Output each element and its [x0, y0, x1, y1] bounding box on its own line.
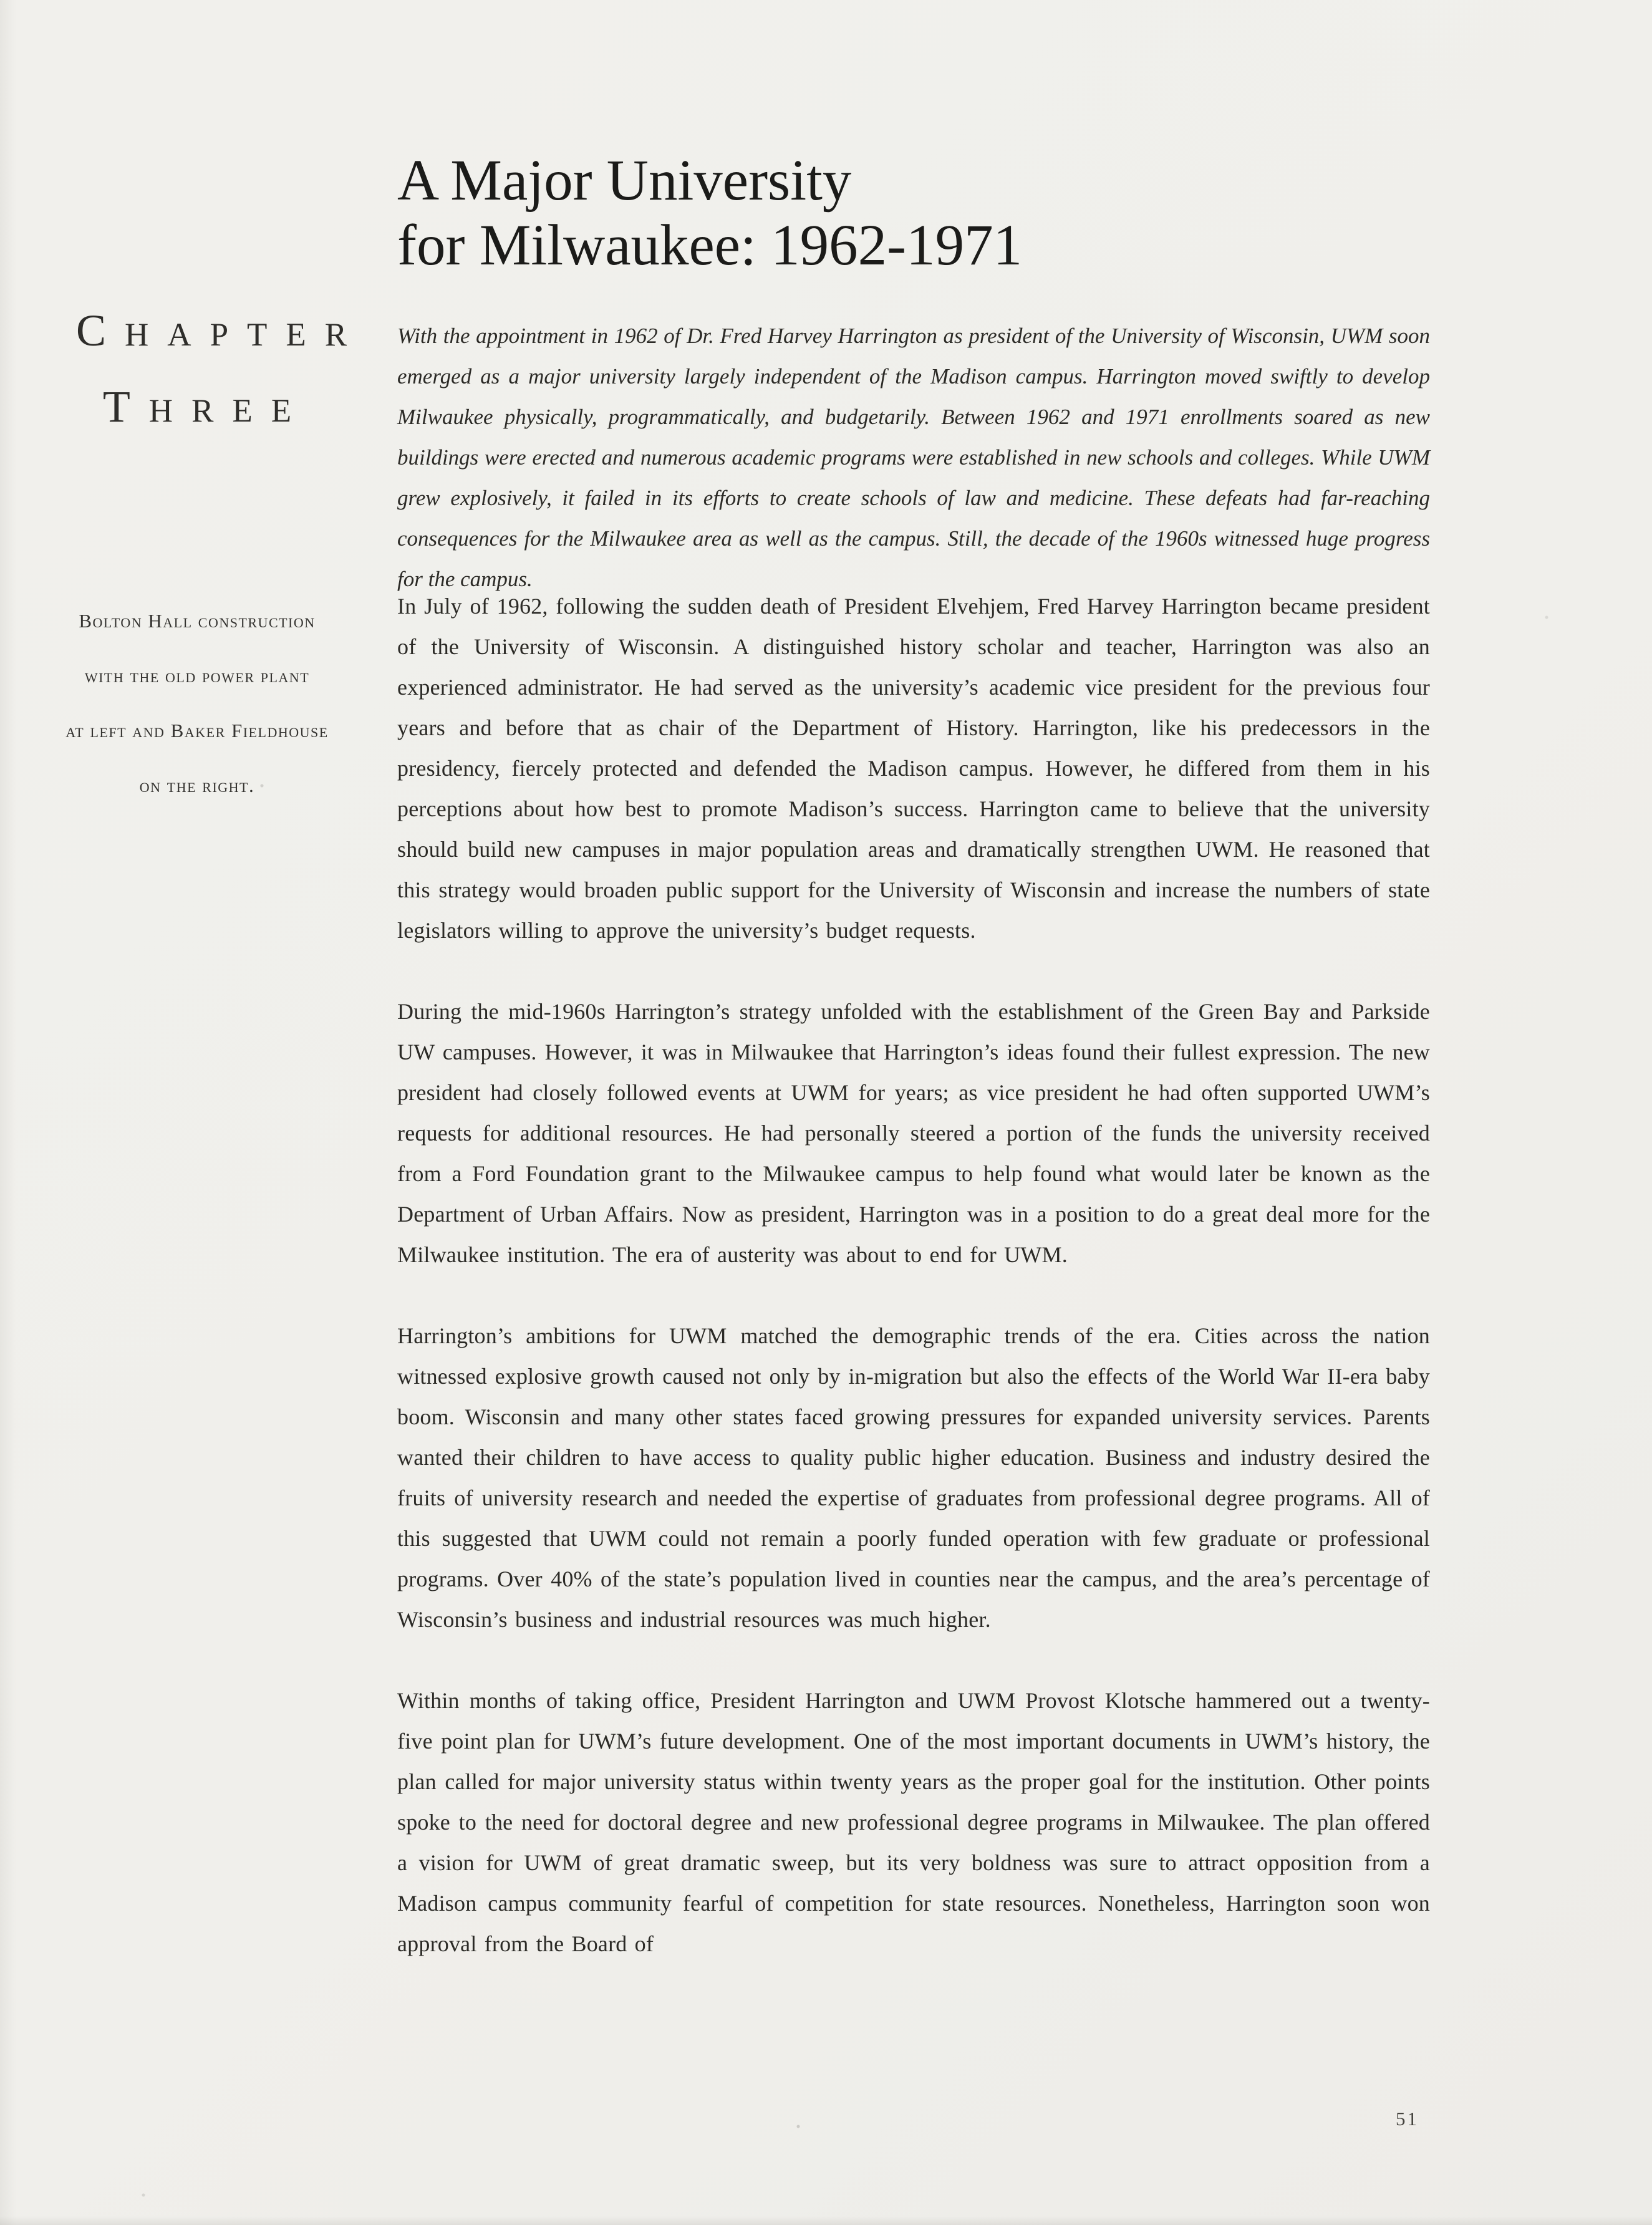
page-title-line-2: for Milwaukee: 1962-1971: [397, 213, 1023, 278]
body-paragraph: Harrington’s ambitions for UWM matched the demographic trends of the era. Cities across the nation witnessed explosive growth caused not only by in-migration but also the effects of the World War II-era baby boom. Wisconsin and many other states faced growing pressures for expanded university services. Parents wanted their children to have access to quality public higher education. Business and industry desired the fruits of university research and needed the expertise of graduates from professional degree programs. All of this suggested that UWM could not remain a poorly funded operation with few graduate or professional programs. Over 40% of the state’s population lived in counties near the campus, and the area’s percentage of Wisconsin’s business and industrial resources was much higher.: [397, 1323, 1430, 1632]
chapter-rest-letters: HREE: [148, 393, 311, 429]
body-paragraph: During the mid-1960s Harrington’s strategy unfolded with the establishment of the Green Bay and Parkside UW campuses. However, it was in Milwaukee that Harrington’s ideas found their fullest expression. The new president had closely followed events at UWM for years; as vice president he had often supported UWM’s requests for additional resources. He had personally steered a portion of the funds the university received from a Ford Foundation grant to the Milwaukee campus to help found what would later be known as the Department of Urban Affairs. Now as president, Harrington was in a position to do a great deal more for the Milwaukee institution. The era of austerity was about to end for UWM.: [397, 999, 1430, 1267]
chapter-word-three: [57, 382, 337, 432]
chapter-label: [57, 306, 366, 432]
photo-caption-line: at left and Baker Fieldhouse: [65, 720, 329, 741]
body-paragraph: Within months of taking office, President Harrington and UWM Provost Klotsche hammered out a twenty-five point plan for UWM’s future development. One of the most important documents in UWM’s history, the plan called for major university status within twenty years as the proper goal for the institution. Other points spoke to the need for doctoral degree and new professional degree programs in Milwaukee. The plan offered a vision for UWM of great dramatic sweep, but its very boldness was sure to attract opposition from a Madison campus community fearful of competition for state resources. Nonetheless, Harrington soon won approval from the Board of: [397, 1688, 1430, 1956]
page-number: 51: [1396, 2108, 1419, 2130]
body-paragraph: In July of 1962, following the sudden death of President Elvehjem, Fred Harvey Harrington became president of the University of Wisconsin. A distinguished history scholar and teacher, Harrington was also an experienced administrator. He had served as the university’s academic vice president for the previous four years and before that as chair of the Department of History. Harrington, like his predecessors in the presidency, fiercely protected and defended the Madison campus. However, he differed from them in his perceptions about how best to promote Madison’s success. Harrington came to believe that the university should build new campuses in major population areas and dramatically strengthen UWM. He reasoned that this strategy would broaden public support for the University of Wisconsin and increase the numbers of state legislators willing to approve the university’s budget requests.: [397, 594, 1430, 943]
page-title-line-1: A Major University: [397, 148, 852, 213]
photo-caption-line: Bolton Hall construction: [79, 610, 316, 632]
chapter-lede: With the appointment in 1962 of Dr. Fred Harvey Harrington as president of the University of Wisconsin, UWM soon emerged as a major university largely independent of the Madison campus. Harrington moved swiftly to develop Milwaukee physically, programmatically, and budgetarily. Between 1962 and 1971 enrollments soared as new buildings were erected and numerous academic programs were established in new schools and colleges. While UWM grew explosively, it failed in its efforts to create schools of law and medicine. These defeats had far-reaching consequences for the Milwaukee area as well as the campus. Still, the decade of the 1960s witnessed huge progress for the campus.: [397, 324, 1430, 591]
chapter-rest-letters: HAPTER: [125, 317, 366, 353]
body-text: [397, 586, 1430, 2005]
chapter-initial-letter: T: [102, 382, 149, 432]
chapter-word-chapter: [57, 306, 366, 355]
chapter-initial-letter: C: [76, 306, 125, 355]
photo-caption: [57, 594, 337, 813]
photo-caption-line: with the old power plant: [84, 665, 310, 687]
page-title: [397, 148, 1022, 278]
photo-caption-line: on the right.: [139, 775, 255, 796]
